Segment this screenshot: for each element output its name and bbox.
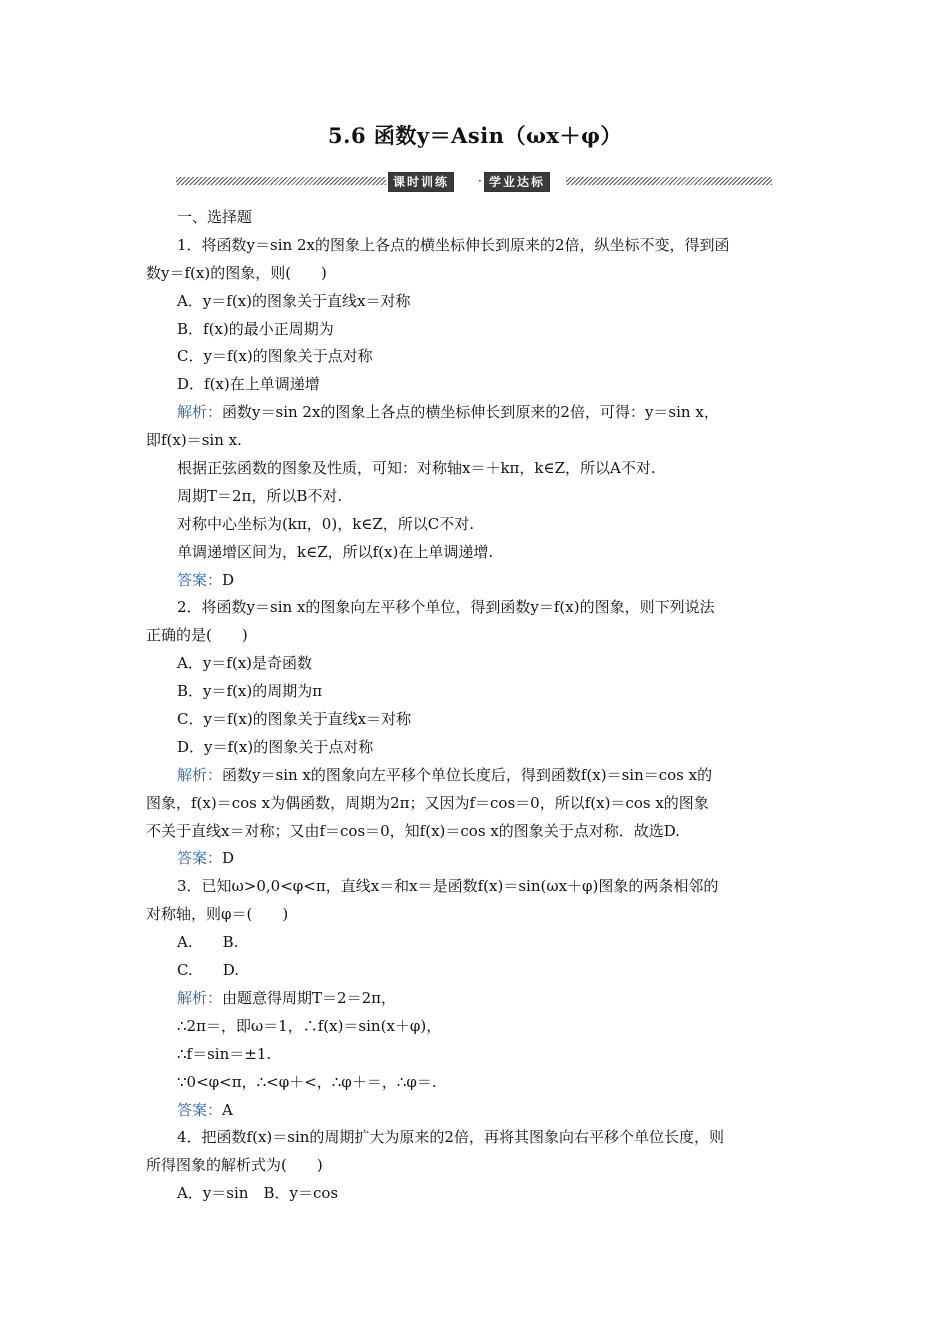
text-line: [146, 873, 806, 901]
text-line: [146, 539, 806, 567]
document-body: [146, 204, 806, 1208]
text-line: [146, 343, 806, 371]
text-line: [146, 399, 806, 427]
line-text: B．f(x)的最小正周期为: [177, 319, 334, 338]
banner-label-left: 课时训练: [388, 172, 454, 192]
line-text: 对称中心坐标为(kπ，0)，k∈Z，所以C不对.: [177, 514, 475, 533]
answer-label: 答案：: [177, 1100, 223, 1119]
banner-separator: ·: [478, 174, 482, 188]
text-line: [146, 427, 806, 455]
line-text: A．y＝f(x)的图象关于直线x＝对称: [177, 291, 411, 310]
text-line: [146, 316, 806, 344]
answer-label: 答案：: [177, 570, 223, 589]
text-line: [146, 622, 806, 650]
line-text: 1．将函数y＝sin 2x的图象上各点的横坐标伸长到原来的2倍，纵坐标不变，得到函: [177, 235, 730, 254]
text-line: [146, 371, 806, 399]
analysis-label: 解析：: [177, 765, 223, 784]
line-text: D．f(x)在上单调递增: [177, 375, 320, 394]
line-text: A: [222, 1100, 233, 1119]
line-text: 函数y＝sin 2x的图象上各点的横坐标伸长到原来的2倍，可得：y＝sin x，: [222, 403, 719, 422]
answer-label: 答案：: [177, 849, 223, 868]
line-text: 周期T＝2π，所以B不对.: [177, 486, 343, 505]
text-line: [146, 790, 806, 818]
text-line: [146, 845, 806, 873]
text-line: [146, 567, 806, 595]
line-text: A．y＝f(x)是奇函数: [177, 654, 313, 673]
line-text: D: [222, 570, 235, 589]
line-text: 正确的是( ): [146, 626, 248, 645]
text-line: [146, 260, 806, 288]
analysis-label: 解析：: [177, 403, 223, 422]
text-line: [146, 455, 806, 483]
text-line: [146, 1180, 806, 1208]
line-text: 图象，f(x)＝cos x为偶函数，周期为2π；又因为f＝cos＝0，所以f(x)＝cos x的图象: [146, 793, 709, 812]
line-text: 由题意得周期T＝2＝2π，: [222, 988, 396, 1007]
banner-stripe-left: [176, 177, 386, 185]
line-text: C．y＝f(x)的图象关于直线x＝对称: [177, 710, 412, 729]
text-line: [146, 734, 806, 762]
line-text: 数y＝f(x)的图象，则( ): [146, 263, 327, 282]
text-line: [146, 288, 806, 316]
line-text: 所得图象的解析式为( ): [146, 1156, 323, 1175]
text-line: [146, 818, 806, 846]
line-text: 单调递增区间为，k∈Z，所以f(x)在上单调递增.: [177, 542, 494, 561]
line-text: 2．将函数y＝sin x的图象向左平移个单位，得到函数y＝f(x)的图象，则下列说法: [177, 598, 715, 617]
text-line: [146, 1041, 806, 1069]
line-text: 函数y＝sin x的图象向左平移个单位长度后，得到函数f(x)＝sin＝cos x的: [222, 765, 713, 784]
text-line: [146, 678, 806, 706]
line-text: C. D.: [177, 961, 239, 980]
text-line: [146, 762, 806, 790]
text-line: [146, 1097, 806, 1125]
text-line: [146, 957, 806, 985]
banner-label-right: 学业达标: [484, 172, 550, 192]
section-heading: 一、选择题: [177, 208, 253, 226]
line-text: 不关于直线x＝对称；又由f＝cos＝0，知f(x)＝cos x的图象关于点对称．故选D.: [146, 821, 681, 840]
text-line: [146, 901, 806, 929]
text-line: [146, 483, 806, 511]
line-text: D．y＝f(x)的图象关于点对称: [177, 737, 374, 756]
line-text: A. B.: [177, 933, 239, 952]
line-text: C．y＝f(x)的图象关于点对称: [177, 347, 373, 366]
line-text: ∵0<φ<π，∴<φ＋<，∴φ＋＝，∴φ＝.: [177, 1072, 437, 1091]
banner-stripe-right: [566, 177, 772, 185]
section-banner: [176, 172, 772, 190]
line-text: 根据正弦函数的图象及性质，可知：对称轴x＝＋kπ，k∈Z，所以A不对.: [177, 459, 656, 478]
line-text: 即f(x)＝sin x.: [146, 431, 242, 450]
line-text: B．y＝f(x)的周期为π: [177, 682, 323, 701]
line-text: ∴2π＝，即ω＝1，∴f(x)＝sin(x＋φ)，: [177, 1016, 442, 1035]
text-line: [146, 511, 806, 539]
page-title: 5.6 函数y＝Asin（ωx＋φ）: [328, 123, 622, 148]
text-line: [146, 1069, 806, 1097]
text-line: [146, 985, 806, 1013]
text-line: [146, 706, 806, 734]
line-text: 4．把函数f(x)＝sin的周期扩大为原来的2倍，再将其图象向右平移个单位长度，则: [177, 1128, 724, 1147]
text-line: [146, 1013, 806, 1041]
line-text: 对称轴，则φ＝( ): [146, 905, 289, 924]
text-line: [146, 232, 806, 260]
line-text: D: [222, 849, 235, 868]
text-line: [146, 650, 806, 678]
analysis-label: 解析：: [177, 988, 223, 1007]
text-line: [146, 1124, 806, 1152]
text-line: [146, 1152, 806, 1180]
text-line: [146, 929, 806, 957]
line-text: ∴f＝sin＝±1.: [177, 1044, 272, 1063]
line-text: 3．已知ω>0,0<φ<π，直线x＝和x＝是函数f(x)＝sin(ωx＋φ)图象的两条相邻的: [177, 877, 719, 896]
text-line: [146, 594, 806, 622]
line-text: A．y＝sin B．y＝cos: [177, 1184, 339, 1203]
